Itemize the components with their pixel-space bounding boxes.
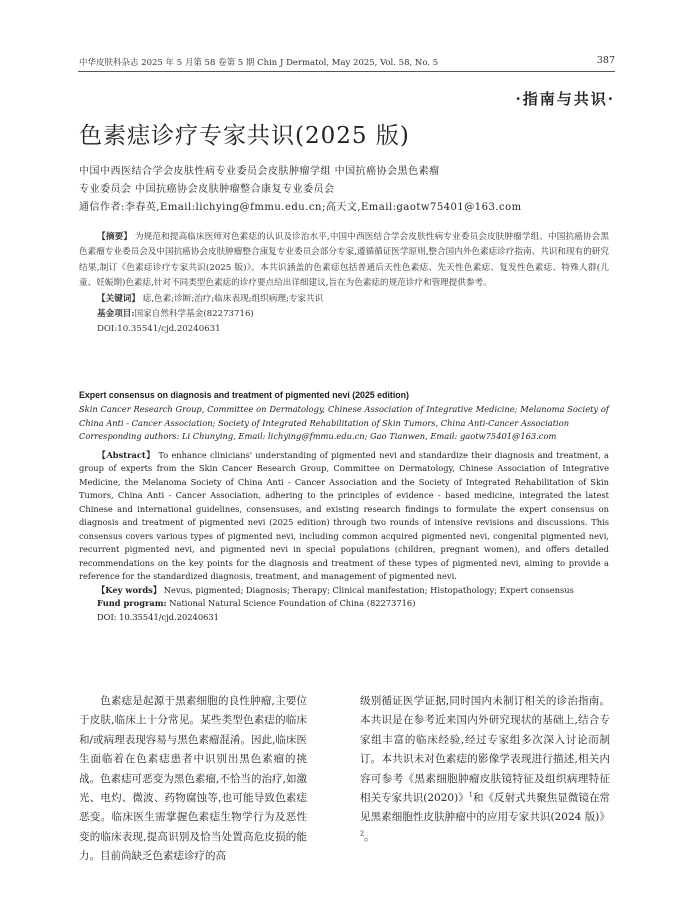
author-block xyxy=(79,163,609,217)
body-column-right xyxy=(360,692,610,847)
english-keywords-text: Nevus, pigmented; Diagnosis; Therapy; Clinical manifestation; Histopathology; Expert consensus xyxy=(163,584,574,595)
body-left-text: 色素痣是起源于黑素细胞的良性肿瘤,主要位于皮肤,临床上十分常见。某些类型色素痣的临床和/或病理表现容易与黑色素瘤混淆。因此,临床医生面临着在色素痣患者中识别出黑色素瘤的挑战。色素痣可恶变为黑色素瘤,不恰当的治疗,如激光、电灼、微波、药物腐蚀等,也可能导致色素痣恶变。临床医生需掌握色素痣生物学行为及恶性变的临床表现,提高识别及恰当处置高危皮损的能力。目前尚缺乏色素痣诊疗的高 xyxy=(79,695,307,863)
author-line-1: 中国中西医结合学会皮肤性病专业委员会皮肤肿瘤学组 中国抗癌协会黑色素瘤 xyxy=(79,166,440,177)
abstract-zh-paragraph xyxy=(79,230,609,292)
body-right-text-a: 级别循证医学证据,同时国内未制订相关的诊治指南。本共识是在参考近来国内外研究现状的基础上,结合专家组丰富的临床经验,经过专家组多次深入讨论而制订。本共识未对色素痣的影像学表现进行描述,相关内容可参考《黑素细胞肿瘤皮肤镜特征及组织病理特征相关专家共识(2020)》 xyxy=(360,695,610,805)
section-tag: ·指南与共识· xyxy=(515,90,615,108)
abstract-english xyxy=(79,387,609,624)
keywords-zh-label: 【关键词】 xyxy=(97,293,140,304)
citation-ref-2: 2 xyxy=(360,829,365,838)
body-paragraph-continued xyxy=(360,692,610,847)
author-line-2: 专业委员会 中国抗癌协会皮肤肿瘤整合康复专业委员会 xyxy=(79,184,335,195)
english-keywords-label: 【Key words】 xyxy=(97,584,162,595)
citation-ref-1: 1 xyxy=(468,790,473,799)
english-title: Expert consensus on diagnosis and treatment of pigmented nevi (2025 edition) xyxy=(79,390,409,400)
body-column-left xyxy=(79,692,307,867)
english-abstract-text: To enhance clinicians' understanding of pigmented nevi and standardize their diagnosis and treatment, a group of experts from the Skin Cancer Research Group, Committee on Dermatology, Chinese Association of Integrative Medicine, the Melanoma Society of China Anti - Cancer Association and the Society of Integrated Rehabilitation of Skin Tumors, China Anti - Cancer Association, adhering to the principles of evidence - based medicine, integrated the latest Chinese and international guidelines, consensuses, and existing research findings to formulate the expert consensus on diagnosis and treatment of pigmented nevi (2025 edition) through two rounds of intensive revisions and discussions. This consensus covers various types of pigmented nevi, including common acquired pigmented nevi, congenital pigmented nevi, recurrent pigmented nevi, and pigmented nevi in special populations (children, pregnant women), and offers detailed recommendations on the key points for the diagnosis and treatment of these types of pigmented nevi, aiming to provide a reference for the standardized diagnosis, treatment, and management of pigmented nevi. xyxy=(79,449,610,581)
article-title: 色素痣诊疗专家共识(2025 版) xyxy=(79,123,410,149)
english-doi xyxy=(79,611,609,625)
english-fund xyxy=(79,597,609,611)
body-right-text-c: 。 xyxy=(364,830,375,843)
english-fund-text: National Natural Science Foundation of China (82273716) xyxy=(169,598,416,608)
keywords-zh-text: 痣,色素;诊断;治疗;临床表现;组织病理;专家共识 xyxy=(142,293,324,304)
english-abstract-paragraph xyxy=(79,449,609,584)
english-doi-text: DOI: 10.35541/cjd.20240631 xyxy=(97,611,219,622)
body-paragraph xyxy=(79,692,307,867)
abstract-zh-text: 为规范和提高临床医师对色素痣的认识及诊治水平,中国中西医结合学会皮肤性病专业委员会皮肤肿瘤学组、中国抗癌协会黑色素瘤专业委员会及中国抗癌协会皮肤肿瘤整合康复专业委员会部分专家,遵循循证医学原则,整合国内外色素痣诊疗指南、共识和现有的研究结果,制订《色素痣诊疗专家共识(2025 版)》。本共识涵盖的色素痣包括普通后天性色素痣、先天性色素痣、复发性色素痣、特殊人群(儿童、妊娠期)色素痣,针对不同类型色素痣的诊疗要点给出详细建议,旨在为色素痣的规范诊疗和管理提供参考。 xyxy=(79,232,610,289)
abstract-zh-label: 【摘要】 xyxy=(97,232,133,242)
doi-zh xyxy=(79,322,609,337)
corresponding-authors: 通信作者:李春英,Email:lichying@fmmu.edu.cn;高天文,Email:gaotw75401@163.com xyxy=(79,202,522,213)
keywords-zh xyxy=(79,292,609,307)
abstract-chinese xyxy=(79,230,609,338)
english-fund-label: Fund program: xyxy=(97,598,167,608)
fund-zh-text: 国家自然科学基金(82273716) xyxy=(134,309,254,320)
english-keywords xyxy=(79,584,609,598)
doi-zh-text: DOI:10.35541/cjd.20240631 xyxy=(97,324,221,335)
english-abstract-label: 【Abstract】 xyxy=(97,449,156,460)
page-number: 387 xyxy=(596,55,615,66)
fund-zh-label: 基金项目: xyxy=(97,309,135,320)
fund-zh xyxy=(79,307,609,322)
running-header-citation: 中华皮肤科杂志 2025 年 5 月第 58 卷第 5 期 Chin J Dermatol, May 2025, Vol. 58, No. 5 xyxy=(79,58,439,68)
header-divider xyxy=(78,71,615,72)
english-author-groups: Skin Cancer Research Group, Committee on Dermatology, Chinese Association of Integrative Medicine; Melanoma Society of China Anti - Cancer Association; Society of Integrated Rehabilitation of Skin Tumors, China Anti-Cancer Association xyxy=(79,404,609,428)
english-corresponding-authors: Corresponding authors: Li Chunying, Email: lichying@fmmu.edu.cn; Gao Tianwen, Email: gaotw75401@163.com xyxy=(79,431,557,441)
body-right-text-b: 和《反射式共聚焦显微镜在常见黑素细胞性皮肤肿瘤中的应用专家共识(2024 版)》 xyxy=(360,792,611,824)
